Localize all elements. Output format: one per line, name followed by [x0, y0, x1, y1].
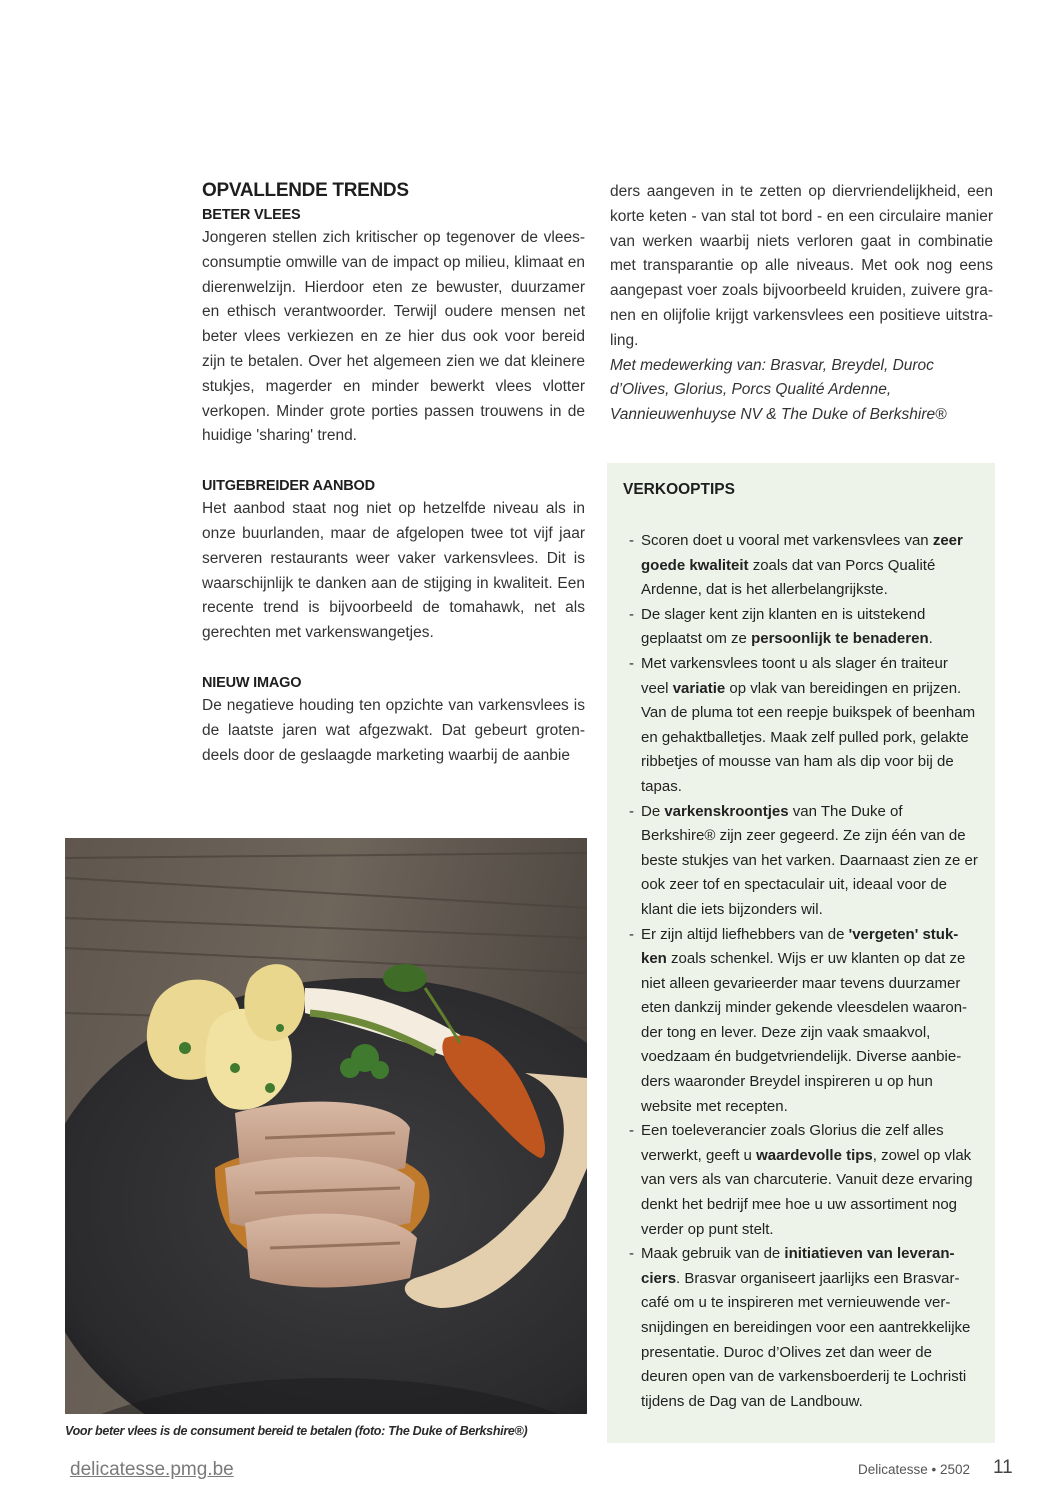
page-number: 11 [993, 1457, 1013, 1478]
paragraph-continued: ders aangeven in te zetten op diervriendelijkheid, een korte keten - van stal tot bord - en een circulaire manier van werken waarbij niets verloren gaat in combinatie met transparantie op alle niveaus. Met ook nog eens aangepast voer zoals bijvoorbeeld kruiden, zuivere granen en olijfolie krijgt varkensvlees een positieve uitstraling. [610, 183, 993, 349]
photo-caption: Voor beter vlees is de consument bereid te betalen (foto: The Duke of Berkshire®) [65, 1424, 528, 1438]
subheading-nieuw-imago: NIEUW IMAGO [202, 674, 302, 691]
list-item: - Er zijn altijd liefhebbers van de 'vergeten' stukken zoals schenkel. Wijs er uw klanten op dat ze niet alleen gevarieerder maar tevens duurzamer eten dankzij minder gekende vleesdelen waaronder tong en lever. Deze zijn vaak smaakvol, voedzaam én budgetvriendelijk. Diverse aanbieders waaronder Breydel inspireren u op hun website met recepten. [629, 925, 968, 1115]
paragraph-beter-vlees: Jongeren stellen zich kritischer op tegenover de vleesconsumptie omwille van de impact op milieu, klimaat en dierenwelzijn. Hierdoor eten ze bewuster, duurzamer en ethisch verantwoorder. Terwijl oudere mensen net beter vlees verkiezen en ze hier dus ook voor bereid zijn te betalen. Over het algemeen zien we dat kleinere stukjes, magerder en minder bewerkt vlees vlotter verkopen. Minder grote porties passen trouwens in de huidige 'sharing' trend. [202, 229, 585, 445]
verkooptips-title: VERKOOPTIPS [623, 481, 735, 498]
list-item: - De varkenskroontjes van The Duke of Berkshire® zijn zeer gegeerd. Ze zijn één van de beste stukjes van het varken. Daarnaast zien ze er ook zeer tof en spectaculair uit, ideaal voor de klant die iets bijzonders wil. [629, 802, 978, 918]
right-column [610, 180, 993, 428]
food-photo [65, 838, 587, 1414]
subheading-beter-vlees: BETER VLEES [202, 207, 301, 223]
section-title: OPVALLENDE TRENDS [202, 180, 409, 201]
list-item: - Een toeleverancier zoals Glorius die zelf alles verwerkt, geeft u waardevolle tips, zowel op vlak van vers als van charcuterie. Vanuit deze ervaring denkt het bedrijf mee hoe u uw assortiment nog verder op punt stelt. [629, 1122, 973, 1238]
tips-list [629, 529, 979, 1414]
list-item: - Maak gebruik van de initiatieven van leveranciers. Brasvar organiseert jaarlijks een Brasvarcafé om u te inspireren met vernieuwende versnijdingen en bereidingen voor een aantrekkelijke presentatie. Duroc d’Olives zet dan weer de deuren open van de varkensboerderij te Lochristi tijdens de Dag van de Landbouw. [629, 1245, 971, 1410]
footer-magazine-issue: Delicatesse • 2502 [858, 1462, 971, 1477]
left-column [202, 178, 585, 768]
list-item: - Scoren doet u vooral met varkensvlees van zeer goede kwaliteit zoals dat van Porcs Qualité Ardenne, dat is het allerbelangrijkste. [629, 532, 963, 599]
paragraph-uitgebreider-aanbod: Het aanbod staat nog niet op hetzelfde niveau als in onze buurlanden, maar de afgelopen twee tot vijf jaar serveren restaurants weer vaker varkensvlees. Dit is waarschijnlijk te danken aan de stijging in kwaliteit. Een recente trend is bijvoorbeeld de tomahawk, net als gerechten met varkenswangetjes. [202, 500, 585, 642]
credits-text: Met medewerking van: Brasvar, Breydel, Duroc d’Olives, Glorius, Porcs Qualité Ardenne, Vannieuwenhuyse NV & The Duke of Berkshire® [610, 356, 947, 424]
verkooptips-box [607, 463, 995, 1443]
footer-url-link[interactable]: delicatesse.pmg.be [70, 1459, 234, 1480]
paragraph-nieuw-imago: De negatieve houding ten opzichte van varkensvlees is de laatste jaren wat afgezwakt. Dat gebeurt grotendeels door de geslaagde marketing waarbij de aanbie [202, 696, 585, 764]
subheading-uitgebreider-aanbod: UITGEBREIDER AANBOD [202, 478, 375, 495]
list-item: - De slager kent zijn klanten en is uitstekend geplaatst om ze persoonlijk te benaderen. [629, 605, 933, 648]
list-item: - Met varkensvlees toont u als slager én traiteur veel variatie op vlak van bereidingen en prijzen. Van de pluma tot een reepje buikspek of beenham en gehaktballetjes. Maak zelf pulled pork, gelakte ribbetjes of mousse van ham als dip voor bij de tapas. [629, 654, 976, 795]
